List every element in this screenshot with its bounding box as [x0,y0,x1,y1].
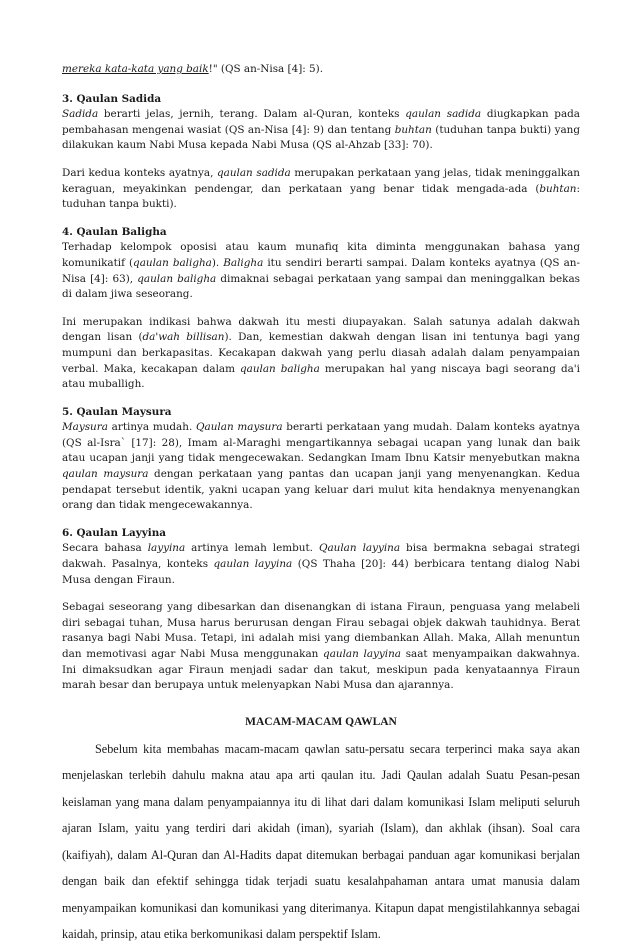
section-heading: 4. Qaulan Baligha [62,225,167,238]
italic-term: qaulan baligha [137,272,217,285]
intro-quote-italic: mereka kata-kata yang baik [62,63,209,75]
italic-term: qaulan baligha [239,362,320,375]
italic-term: da'wah billisan [142,331,225,344]
text-run: berarti jelas, jernih, terang. Dalam al-Quran, konteks [98,108,406,121]
text-run: berarti perkataan yang mudah. Dalam konteks ayatnya (QS al-Isra` [17]: 28), Imam al-Maraghi mengartikannya sebagai ucapan yang lunak dan baik atau ucapan janji yang tidak mengecewakan. Sedangkan Imam Ibnu Katsir menyebutkan makna [62,421,580,465]
section-qaulan-baligha [62,225,580,393]
intro-quote-block [62,62,580,78]
italic-term: qaulan sadida [405,108,482,121]
italic-term: Qaulan maysura [196,421,283,434]
italic-term: Baligha [223,256,264,269]
paragraph [62,420,580,514]
text-run: diugkapkan pada pembahasan mengenai wasiat (QS an-Nisa [4]: 9) dan tentang [62,108,580,136]
italic-term: qaulan layyina [323,648,401,660]
paragraph [62,166,580,213]
text-run: Sebagai seseorang yang dibesarkan dan disenangkan di istana Firaun, penguasa yang melabeli diri sebagai tuhan, Musa harus berurusan dengan Firau sebagai objek dakwah tauhidnya. Berat rasanya bagi Nabi Musa. Tetapi, ini adalah misi yang diembankan Allah. Maka, Allah menuntun dan memotivasi agar Nabi Musa menggunakan [62,601,580,660]
italic-term: qaulan maysura [62,468,149,481]
italic-term: buhtan [539,182,577,195]
italic-term: Sadida [62,108,99,121]
text-run: saat menyampaikan dakwahnya. Ini dimaksudkan agar Firaun menjadi sadar dan takut, meskipun pada kenyataannya Firaun marah besar dan berupaya untuk melenyapkan Nabi Musa dan ajarannya. [62,648,580,692]
italic-term: Qaulan layyina [318,542,401,555]
text-run: : tuduhan tanpa bukti). [62,182,580,211]
text-run: dimaknai sebagai perkataan yang sampai dan meninggalkan bekas di dalam jiwa seseorang. [62,272,580,301]
text-run: merupakan perkataan yang jelas, tidak meninggalkan keraguan, meyakinkan pendengar, dan perkataan yang benar tidak mengada-ada ( [62,166,580,195]
text-run: ). [211,256,224,269]
text-run: merupakan hal yang niscaya bagi seorang da'i atau muballigh. [62,362,580,391]
italic-term: qaulan layyina [213,558,293,571]
italic-term: Maysura [62,421,108,434]
essay-title: MACAM-MACAM QAWLAN [245,715,397,728]
document-page [62,0,580,948]
text-run: Terhadap kelompok oposisi atau kaum munafiq kita diminta menggunakan bahasa yang komunikatif ( [62,241,580,269]
italic-term: layyina [147,542,186,555]
italic-term: qaulan sadida [217,166,291,179]
intro-quote [62,62,580,78]
text-run: (tuduhan tanpa bukti) yang dilakukan kaum Nabi Musa kepada Nabi Musa (QS al-Ahzab [33]: 70). [62,123,580,152]
text-run: artinya lemah lembut. [185,542,319,555]
section-heading: 5. Qaulan Maysura [62,405,172,418]
paragraph [62,600,580,694]
text-run: dengan perkataan yang pantas dan ucapan janji yang menyenangkan. Kedua pendapat tersebut identik, yakni ucapan yang keluar dari mulut kita hendaknya menyenangkan orang dan tidak mengecewakannya. [62,468,581,512]
text-run: bisa bermakna sebagai strategi dakwah. Pasalnya, konteks [62,542,581,571]
paragraph [62,315,580,393]
section-qaulan-sadida [62,92,580,213]
section-qaulan-maysura [62,405,580,514]
paragraph [62,541,580,588]
section-heading: 3. Qaulan Sadida [62,92,162,105]
paragraph [62,107,580,154]
section-qaulan-layyina [62,526,580,694]
essay-paragraph: Sebelum kita membahas macam-macam qawlan satu-persatu secara terperinci maka saya akan menjelaskan terlebih dahulu makna atau apa arti qaulan itu. Jadi Qaulan adalah Suatu Pesan-pesan keislaman yang mana dalam penyampaiannya itu di lihat dari dalam komunikasi Islam meliputi seluruh ajaran Islam, yaitu yang terdiri dari akidah (iman), syariah (Islam), dan akhlak (ihsan). Soal cara (kaifiyah), dalam Al-Quran dan Al-Hadits dapat ditemukan berbagai panduan agar komunikasi berjalan dengan baik dan efektif sehingga tidak terjadi suatu kesalahpahaman antara umat manusia dalam menyampaikan komunikasi dan komunikasi yang diterimanya. Kitapun dapat mengistilahkannya sebagai kaidah, prinsip, atau etika berkomunikasi dalam perspektif Islam. [62,741,580,942]
text-run: Secara bahasa [62,542,148,555]
intro-quote-reference: !" (QS an-Nisa [4]: 5). [208,63,324,75]
section-heading: 6. Qaulan Layyina [62,526,167,539]
text-run: Dari kedua konteks ayatnya, [62,166,217,179]
text-run: itu sendiri berarti sampai. Dalam konteks ayatnya (QS an-Nisa [4]: 63), [62,256,580,285]
italic-term: qaulan baligha [133,256,212,269]
text-run: artinya mudah. [107,421,197,434]
text-run: Ini merupakan indikasi bahwa dakwah itu mesti diupayakan. Salah satunya adalah dakwah dengan lisan ( [62,315,580,344]
text-run: (QS Thaha [20]: 44) berbicara tentang dialog Nabi Musa dengan Firaun. [62,558,580,586]
italic-term: buhtan [394,123,432,136]
text-run: ). Dan, kemestian dakwah dengan lisan ini tentunya bagi yang mumpuni dan berkapasitas. Kecakapan dakwah yang perlu diasah adalah dalam penyampaian verbal. Maka, kecakapan dalam [62,331,581,375]
paragraph [62,240,580,302]
